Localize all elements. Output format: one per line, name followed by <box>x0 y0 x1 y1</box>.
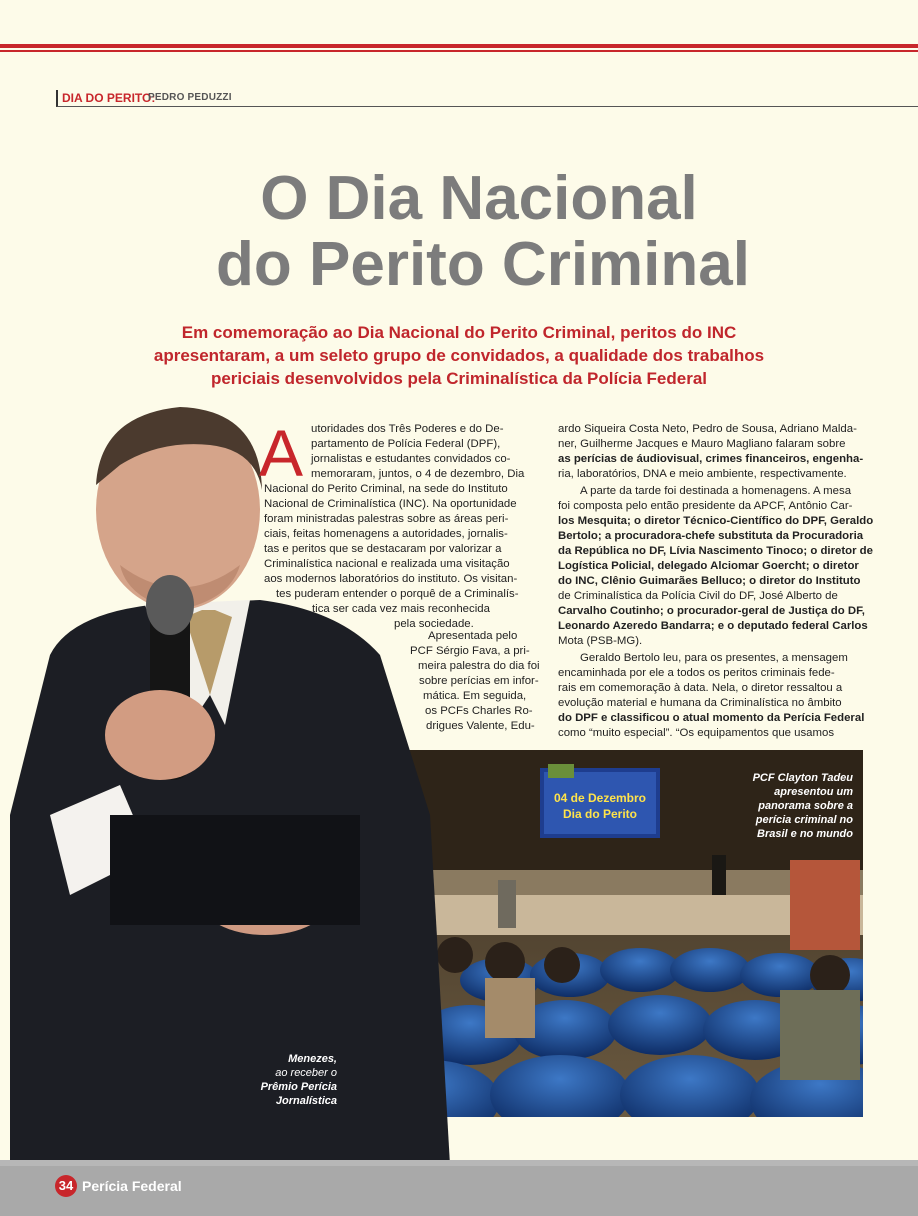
col2-line: rais em comemoração à data. Nela, o diretor ressaltou a <box>558 682 843 694</box>
col1-line: meira palestra do dia foi <box>418 660 540 672</box>
col1-line: Nacional de Criminalística (INC). Na oportunidade <box>264 498 517 510</box>
magazine-name: Perícia Federal <box>82 1178 182 1194</box>
col1-line: PCF Sérgio Fava, a pri- <box>410 645 530 657</box>
col1-line: jornalistas e estudantes convidados co- <box>311 453 511 465</box>
col2-line: do INC, Clênio Guimarães Belluco; o diretor do Instituto <box>558 575 861 587</box>
col2-line: ria, laboratórios, DNA e meio ambiente, respectivamente. <box>558 468 847 480</box>
top-rule-thin <box>0 50 918 52</box>
caption-line: Prêmio Perícia <box>260 1081 337 1093</box>
col2-line: Bertolo; a procuradora-chefe substituta da Procuradoria <box>558 530 864 542</box>
article-title-line1: O Dia Nacional <box>260 164 698 233</box>
col1-line: Apresentada pelo <box>428 630 518 642</box>
col2-line: Logística Policial, delegado Alciomar Goercht; o diretor <box>558 560 859 572</box>
col1-line: foram ministradas palestras sobre as áreas peri- <box>264 513 509 525</box>
col1-line: os PCFs Charles Ro- <box>425 705 533 717</box>
col2-line: Leonardo Azeredo Bandarra; e o deputado federal Carlos <box>558 620 868 632</box>
col1-line: tas e peritos que se destacaram por valorizar a <box>264 543 502 555</box>
lead-line1: Em comemoração ao Dia Nacional do Perito Criminal, peritos do INC <box>181 323 737 342</box>
lead-line3: periciais desenvolvidos pela Criminalística da Polícia Federal <box>210 369 708 388</box>
col2-line: ardo Siqueira Costa Neto, Pedro de Sousa, Adriano Malda- <box>558 423 857 435</box>
col2-line: do DPF e classificou o atual momento da Perícia Federal <box>558 712 865 724</box>
col2-line: ner, Guilherme Jacques e Mauro Magliano falaram sobre <box>558 438 846 450</box>
col1-line: pela sociedade. <box>394 618 474 630</box>
caption-audience <box>690 771 853 841</box>
caption-line: Brasil e no mundo <box>757 828 853 840</box>
col2-line: Carvalho Coutinho; o procurador-geral de Justiça do DF, <box>558 605 865 617</box>
lead-line2: apresentaram, a um seleto grupo de convidados, a qualidade dos trabalhos <box>153 346 765 365</box>
screen-line1: 04 de Dezembro <box>553 791 647 805</box>
col2-line: de Criminalística da Polícia Civil do DF, José Alberto de <box>558 590 838 602</box>
col1-line: sobre perícias em infor- <box>419 675 539 687</box>
caption-line: perícia criminal no <box>755 814 853 826</box>
col1-line: utoridades dos Três Poderes e do De- <box>311 423 504 435</box>
col2-line: evolução material e humana da Criminalística no âmbito <box>558 697 842 709</box>
col1-line: aos modernos laboratórios do instituto. Os visitan- <box>264 573 518 585</box>
caption-line: Menezes, <box>288 1053 337 1065</box>
screen-line2: Dia do Perito <box>562 807 638 821</box>
col2-line: los Mesquita; o diretor Técnico-Científico do DPF, Geraldo <box>558 515 874 527</box>
section-header <box>56 90 918 107</box>
col2-line: foi composta pelo então presidente da APCF, Antônio Car- <box>558 500 853 512</box>
col1-line: memoraram, juntos, o 4 de dezembro, Dia <box>311 468 525 480</box>
col2-line: como “muito especial”. “Os equipamentos que usamos <box>558 727 835 739</box>
caption-line: ao receber o <box>275 1067 337 1079</box>
col2-line: Geraldo Bertolo leu, para os presentes, a mensagem <box>580 652 848 664</box>
caption-speaker <box>220 1052 337 1108</box>
top-rule-thick <box>0 44 918 48</box>
col2-line: Mota (PSB-MG). <box>558 635 643 647</box>
article-title-line2: do Perito Criminal <box>216 230 750 299</box>
col1-line: Nacional do Perito Criminal, na sede do Instituto <box>264 483 508 495</box>
col1-line: Criminalística nacional e realizada uma visitação <box>264 558 510 570</box>
col1-line: drigues Valente, Edu- <box>426 720 535 732</box>
col2-line: as perícias de áudiovisual, crimes financeiros, engenha- <box>558 453 864 465</box>
caption-line: apresentou um <box>774 786 853 798</box>
caption-line: panorama sobre a <box>758 800 853 812</box>
caption-line: Jornalística <box>275 1095 337 1107</box>
section-label: DIA DO PERITO: <box>62 91 156 105</box>
col1-line: tes puderam entender o porquê de a Criminalís- <box>276 588 519 600</box>
caption-line: PCF Clayton Tadeu <box>752 772 853 784</box>
drop-cap: A <box>259 416 304 490</box>
col1-line: ciais, feitas homenagens a autoridades, jornalis- <box>264 528 508 540</box>
col2-line: A parte da tarde foi destinada a homenagens. A mesa <box>580 485 852 497</box>
col1-line: tica ser cada vez mais reconhecida <box>312 603 490 615</box>
section-author: PEDRO PEDUZZI <box>148 92 232 103</box>
page-number: 34 <box>55 1175 77 1197</box>
col1-line: partamento de Polícia Federal (DPF), <box>311 438 501 450</box>
col2-line: encaminhada por ele a todos os peritos criminais fede- <box>558 667 835 679</box>
col2-line: da República no DF, Lívia Nascimento Tinoco; o diretor de <box>558 545 873 557</box>
col1-line: mática. Em seguida, <box>423 690 527 702</box>
